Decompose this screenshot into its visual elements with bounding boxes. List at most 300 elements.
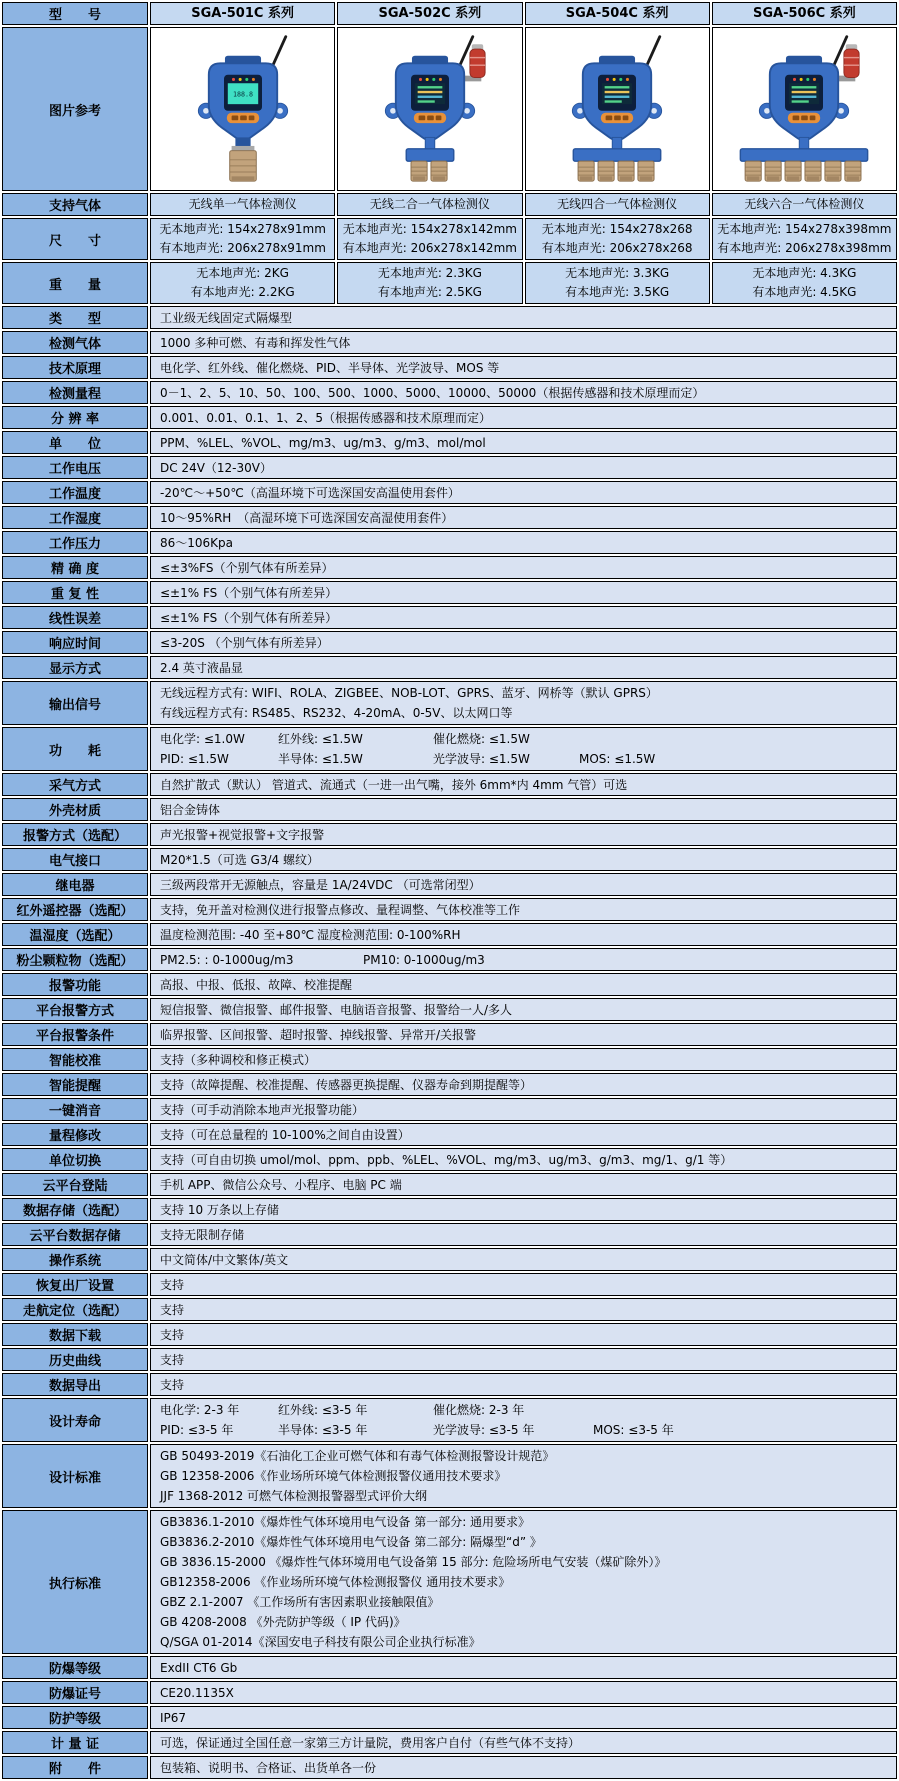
spec-table-body <box>2 2 897 1779</box>
spec-row <box>2 681 897 725</box>
value-segment: 铝合金铸体 <box>160 802 221 817</box>
value-line <box>160 852 890 868</box>
value-segment: 支持无限制存储 <box>160 1227 245 1242</box>
spec-row <box>2 727 897 771</box>
value-segment: MOS: ≤1.5W <box>579 752 656 766</box>
row-value <box>150 1073 897 1096</box>
value-segment: 无线远程方式有: WIFI、ROLA、ZIGBEE、NOB-LOT、GPRS、蓝牙、网桥等（默认 GPRS） <box>160 686 658 700</box>
value-line: 有本地声光: 3.5KG <box>565 285 670 299</box>
value-line <box>160 610 890 626</box>
value-segment: PID: ≤1.5W <box>160 752 229 766</box>
row-value <box>150 948 897 971</box>
value-segment: GB3836.1-2010《爆炸性气体环境用电气设备 第一部分: 通用要求》 <box>160 1515 531 1529</box>
svg-text:188.8: 188.8 <box>232 90 253 99</box>
value-segment: Q/SGA 01-2014《深国安电子科技有限公司企业执行标准》 <box>160 1635 481 1649</box>
row-label: 防护等级 <box>2 1706 148 1729</box>
value-line <box>160 1552 890 1572</box>
value-line <box>160 1027 890 1043</box>
value-line <box>160 1202 890 1218</box>
spec-row <box>2 1706 897 1729</box>
value-line <box>160 1632 890 1652</box>
row-value <box>150 431 897 454</box>
row-label: 报警方式（选配） <box>2 823 148 846</box>
value-line: 有本地声光: 206x278x268 <box>541 241 693 255</box>
value-line <box>160 1152 890 1168</box>
spec-row <box>2 1198 897 1221</box>
row-label: 温湿度（选配） <box>2 923 148 946</box>
value-line <box>160 510 890 526</box>
spec-row <box>2 848 897 871</box>
value-segment: 中文简体/中文繁体/英文 <box>160 1252 289 1267</box>
row-value <box>150 606 897 629</box>
row-value <box>150 1273 897 1296</box>
spec-row <box>2 1756 897 1779</box>
value-segment: DC 24V（12-30V） <box>160 460 272 475</box>
spec-row <box>2 1148 897 1171</box>
spec-row <box>2 1323 897 1346</box>
value-segment: ExdII CT6 Gb <box>160 1660 238 1675</box>
row-value <box>150 406 897 429</box>
value-line: 无本地声光: 154x278x91mm <box>159 222 326 236</box>
value-line <box>160 385 890 401</box>
row-label: 功 耗 <box>2 727 148 771</box>
value-segment: 高报、中报、低报、故障、校准提醒 <box>160 977 353 992</box>
row-label: 检测气体 <box>2 331 148 354</box>
grid-value <box>525 262 710 304</box>
row-value <box>150 306 897 329</box>
value-segment: IP67 <box>160 1710 187 1725</box>
spec-row <box>2 1510 897 1654</box>
row-label: 工作电压 <box>2 456 148 479</box>
row-label: 红外遥控器（选配） <box>2 898 148 921</box>
row-label: 报警功能 <box>2 973 148 996</box>
row-value <box>150 1373 897 1396</box>
value-segment: 声光报警+视觉报警+文字报警 <box>160 827 325 842</box>
row-label: 输出信号 <box>2 681 148 725</box>
value-line: 无本地声光: 2.3KG <box>377 266 482 280</box>
row-label: 走航定位（选配） <box>2 1298 148 1321</box>
spec-row <box>2 193 897 216</box>
spec-row <box>2 1444 897 1508</box>
grid-value <box>337 262 522 304</box>
value-line <box>160 360 890 376</box>
row-value <box>150 1681 897 1704</box>
value-segment: 0.001、0.01、0.1、1、2、5（根据传感器和技术原理而定） <box>160 410 492 425</box>
row-label: 响应时间 <box>2 631 148 654</box>
device-image-sga-506c <box>712 27 897 191</box>
row-label: 恢复出厂设置 <box>2 1273 148 1296</box>
value-segment: 工业级无线固定式隔爆型 <box>160 310 293 325</box>
value-line: 有本地声光: 2.5KG <box>377 285 482 299</box>
row-value <box>150 823 897 846</box>
spec-row <box>2 998 897 1021</box>
row-label: 精 确 度 <box>2 556 148 579</box>
value-line <box>160 1466 890 1486</box>
spec-row <box>2 1298 897 1321</box>
row-label: 检测量程 <box>2 381 148 404</box>
device-illustration <box>155 31 331 183</box>
value-segment: 催化燃烧: 2-3 年 <box>433 1403 525 1417</box>
spec-row <box>2 406 897 429</box>
value-line <box>160 310 890 326</box>
row-value <box>150 1098 897 1121</box>
spec-row <box>2 1348 897 1371</box>
row-value <box>150 1048 897 1071</box>
value-segment: GB 3836.15-2000 《爆炸性气体环境用电气设备第 15 部分: 危险场所电气安装（煤矿除外）》 <box>160 1555 667 1569</box>
row-label: 采气方式 <box>2 773 148 796</box>
device-illustration <box>716 31 892 183</box>
spec-row <box>2 356 897 379</box>
device-image-sga-502c <box>337 27 522 191</box>
value-segment: 三级两段常开无源触点，容量是 1A/24VDC （可选常闭型） <box>160 877 481 892</box>
spec-row <box>2 898 897 921</box>
value-segment: 支持 <box>160 1377 185 1392</box>
value-line: 有本地声光: 206x278x91mm <box>159 241 326 255</box>
row-label: 平台报警方式 <box>2 998 148 1021</box>
row-value <box>150 631 897 654</box>
value-line <box>160 1327 890 1343</box>
value-line <box>160 1532 890 1552</box>
spec-row <box>2 331 897 354</box>
spec-row <box>2 581 897 604</box>
value-segment: 支持（可手动消除本地声光报警功能） <box>160 1102 365 1117</box>
value-segment: 2.4 英寸液晶显 <box>160 660 243 675</box>
value-line <box>160 1052 890 1068</box>
row-label: 计 量 证 <box>2 1731 148 1754</box>
spec-row <box>2 631 897 654</box>
row-label: 继电器 <box>2 873 148 896</box>
spec-row <box>2 218 897 260</box>
row-label: 工作压力 <box>2 531 148 554</box>
value-line: 无本地声光: 2KG <box>196 266 289 280</box>
row-value <box>150 1656 897 1679</box>
value-line <box>160 1252 890 1268</box>
value-line <box>160 460 890 476</box>
device-image-sga-501c <box>150 27 335 191</box>
spec-row <box>2 431 897 454</box>
spec-row <box>2 1656 897 1679</box>
value-line <box>160 877 890 893</box>
row-value <box>150 1173 897 1196</box>
value-line: 无本地声光: 4.3KG <box>752 266 857 280</box>
row-value <box>150 681 897 725</box>
row-label: 智能校准 <box>2 1048 148 1071</box>
value-line <box>160 1446 890 1466</box>
spec-row <box>2 773 897 796</box>
row-label: 支持气体 <box>2 193 148 216</box>
row-label: 操作系统 <box>2 1248 148 1271</box>
row-label: 单位切换 <box>2 1148 148 1171</box>
value-line <box>160 635 890 651</box>
row-value <box>150 581 897 604</box>
value-line: 无线四合一气体检测仪 <box>557 197 678 211</box>
row-value <box>150 998 897 1021</box>
value-segment: 短信报警、微信报警、邮件报警、电脑语音报警、报警给一人/多人 <box>160 1002 513 1017</box>
value-line: 无线单一气体检测仪 <box>188 197 297 211</box>
value-line <box>160 410 890 426</box>
row-label: 工作温度 <box>2 481 148 504</box>
row-label: 线性误差 <box>2 606 148 629</box>
spec-row <box>2 1173 897 1196</box>
row-label: 工作湿度 <box>2 506 148 529</box>
spec-row <box>2 1373 897 1396</box>
row-value <box>150 1123 897 1146</box>
row-value <box>150 556 897 579</box>
spec-row <box>2 262 897 304</box>
row-label: 设计标准 <box>2 1444 148 1508</box>
value-line <box>160 1592 890 1612</box>
value-segment: GB 4208-2008 《外壳防护等级（ IP 代码)》 <box>160 1615 406 1629</box>
model-header-label: 型 号 <box>2 2 148 25</box>
row-label: 设计寿命 <box>2 1398 148 1442</box>
row-label: 附 件 <box>2 1756 148 1779</box>
model-header: SGA-501C 系列 <box>150 2 335 25</box>
row-label: 一键消音 <box>2 1098 148 1121</box>
spec-row <box>2 798 897 821</box>
value-line: 有本地声光: 2.2KG <box>190 285 295 299</box>
row-label: 图片参考 <box>2 27 148 191</box>
spec-row <box>2 1248 897 1271</box>
value-segment: 临界报警、区间报警、超时报警、掉线报警、异常开/关报警 <box>160 1027 477 1042</box>
value-segment: 包装箱、说明书、合格证、出货单各一份 <box>160 1760 377 1775</box>
grid-value <box>337 218 522 260</box>
grid-value <box>150 193 335 216</box>
row-label: 类 型 <box>2 306 148 329</box>
row-value <box>150 1348 897 1371</box>
value-line <box>160 1660 890 1676</box>
spec-row <box>2 381 897 404</box>
value-line <box>160 777 890 793</box>
spec-row <box>2 656 897 679</box>
value-segment: 支持（可自由切换 umol/mol、ppm、ppb、%LEL、%VOL、mg/m3、ug/m3、g/m3、mg/1、g/1 等） <box>160 1152 733 1167</box>
image-row <box>2 27 897 191</box>
spec-row <box>2 923 897 946</box>
value-line <box>160 1512 890 1532</box>
row-value <box>150 798 897 821</box>
value-segment: ≤±1% FS（个别气体有所差异） <box>160 610 338 625</box>
value-segment: 10～95%RH （高湿环境下可选深国安高湿使用套件） <box>160 510 454 525</box>
row-value <box>150 1706 897 1729</box>
value-segment: PID: ≤3-5 年 <box>160 1423 234 1437</box>
value-line <box>160 485 890 501</box>
row-label: 平台报警条件 <box>2 1023 148 1046</box>
value-line <box>160 729 890 749</box>
value-line <box>160 1400 890 1420</box>
value-line <box>160 802 890 818</box>
grid-value <box>150 262 335 304</box>
model-header: SGA-502C 系列 <box>337 2 522 25</box>
value-segment: GBZ 2.1-2007 《工作场所有害因素职业接触限值》 <box>160 1595 440 1609</box>
value-line <box>160 1102 890 1118</box>
spec-row <box>2 1731 897 1754</box>
value-line <box>160 683 890 703</box>
value-segment: 半导体: ≤1.5W <box>278 752 363 766</box>
value-segment: GB 50493-2019《石油化工企业可燃气体和有毒气体检测报警设计规范》 <box>160 1449 555 1463</box>
value-segment: 温度检测范围: -40 至+80℃ <box>160 927 315 942</box>
value-segment: 光学波导: ≤1.5W <box>433 752 530 766</box>
grid-value <box>712 262 897 304</box>
row-value <box>150 1444 897 1508</box>
value-segment: 有线远程方式有: RS485、RS232、4-20mA、0-5V、以太网口等 <box>160 706 513 720</box>
value-line <box>160 1760 890 1776</box>
model-header: SGA-506C 系列 <box>712 2 897 25</box>
value-segment: 光学波导: ≤3-5 年 <box>433 1423 535 1437</box>
spec-row <box>2 1098 897 1121</box>
row-label: 防爆证号 <box>2 1681 148 1704</box>
value-line <box>160 1612 890 1632</box>
row-label: 重 量 <box>2 262 148 304</box>
value-line <box>160 1177 890 1193</box>
row-value <box>150 773 897 796</box>
row-value <box>150 331 897 354</box>
spec-row <box>2 1073 897 1096</box>
value-segment: 支持 <box>160 1327 185 1342</box>
value-segment: PM2.5: : 0-1000ug/m3 <box>160 952 294 967</box>
value-line: 无本地声光: 3.3KG <box>565 266 670 280</box>
spec-row <box>2 948 897 971</box>
spec-row <box>2 556 897 579</box>
value-line <box>160 1486 890 1506</box>
value-line <box>160 585 890 601</box>
value-segment: 0－1、2、5、10、50、100、500、1000、5000、10000、50000（根据传感器和技术原理而定） <box>160 385 705 400</box>
value-line <box>160 1572 890 1592</box>
spec-row <box>2 973 897 996</box>
value-segment: 支持 <box>160 1352 185 1367</box>
row-value <box>150 898 897 921</box>
spec-row <box>2 606 897 629</box>
value-segment: GB3836.2-2010《爆炸性气体环境用电气设备 第二部分: 隔爆型“d” 》 <box>160 1535 542 1549</box>
value-segment: 手机 APP、微信公众号、小程序、电脑 PC 端 <box>160 1177 402 1192</box>
spec-row <box>2 1273 897 1296</box>
value-segment: 支持，免开盖对检测仪进行报警点修改、量程调整、气体校准等工作 <box>160 902 521 917</box>
value-line: 有本地声光: 206x278x142mm <box>342 241 517 255</box>
row-value <box>150 506 897 529</box>
value-line <box>160 827 890 843</box>
value-line: 有本地声光: 4.5KG <box>752 285 857 299</box>
spec-row <box>2 506 897 529</box>
row-label: 单 位 <box>2 431 148 454</box>
header-row <box>2 2 897 25</box>
value-line <box>160 1077 890 1093</box>
value-line <box>160 435 890 451</box>
value-segment: 电化学: 2-3 年 <box>160 1403 240 1417</box>
spec-row <box>2 1681 897 1704</box>
row-label: 防爆等级 <box>2 1656 148 1679</box>
value-segment: 支持 10 万条以上存储 <box>160 1202 279 1217</box>
row-value <box>150 481 897 504</box>
value-segment: ≤3-20S （个别气体有所差异） <box>160 635 329 650</box>
spec-row <box>2 1048 897 1071</box>
value-segment: ≤±1% FS（个别气体有所差异） <box>160 585 338 600</box>
value-line <box>160 1710 890 1726</box>
value-line <box>160 1352 890 1368</box>
value-line <box>160 1127 890 1143</box>
row-value <box>150 1198 897 1221</box>
row-label: 数据下载 <box>2 1323 148 1346</box>
value-segment: -20℃～+50℃（高温环境下可选深国安高温使用套件） <box>160 485 460 500</box>
value-line <box>160 335 890 351</box>
row-label: 重 复 性 <box>2 581 148 604</box>
value-line <box>160 535 890 551</box>
value-segment: GB 12358-2006《作业场所环境气体检测报警仪通用技术要求》 <box>160 1469 507 1483</box>
spec-row <box>2 1398 897 1442</box>
row-label: 云平台数据存储 <box>2 1223 148 1246</box>
row-value <box>150 1731 897 1754</box>
value-segment: PM10: 0-1000ug/m3 <box>363 952 485 967</box>
value-line <box>160 1227 890 1243</box>
grid-value <box>712 218 897 260</box>
value-segment: 红外线: ≤1.5W <box>278 732 363 746</box>
value-segment: 1000 多种可燃、有毒和挥发性气体 <box>160 335 351 350</box>
row-value <box>150 1510 897 1654</box>
device-illustration <box>342 31 518 183</box>
value-line: 无本地声光: 154x278x142mm <box>342 222 517 236</box>
row-label: 尺 寸 <box>2 218 148 260</box>
row-label: 数据导出 <box>2 1373 148 1396</box>
grid-value <box>712 193 897 216</box>
device-illustration <box>529 31 705 183</box>
grid-value <box>150 218 335 260</box>
row-value <box>150 1298 897 1321</box>
row-label: 智能提醒 <box>2 1073 148 1096</box>
row-value <box>150 381 897 404</box>
value-line <box>160 952 890 968</box>
value-line <box>160 1277 890 1293</box>
value-line <box>160 1685 890 1701</box>
spec-row <box>2 823 897 846</box>
value-segment: MOS: ≤3-5 年 <box>593 1423 674 1437</box>
value-line: 无线二合一气体检测仪 <box>369 197 490 211</box>
value-line <box>160 749 890 769</box>
value-line: 无线六合一气体检测仪 <box>744 197 865 211</box>
spec-row <box>2 1223 897 1246</box>
row-value <box>150 1398 897 1442</box>
grid-value <box>525 193 710 216</box>
value-line <box>160 560 890 576</box>
row-value <box>150 1756 897 1779</box>
spec-row <box>2 456 897 479</box>
row-label: 粉尘颗粒物（选配） <box>2 948 148 971</box>
value-segment: 支持（可在总量程的 10-100%之间自由设置） <box>160 1127 410 1142</box>
value-segment: GB12358-2006 《作业场所环境气体检测报警仪 通用技术要求》 <box>160 1575 511 1589</box>
row-value <box>150 456 897 479</box>
value-segment: 电化学: ≤1.0W <box>160 732 245 746</box>
value-segment: 湿度检测范围: 0-100%RH <box>317 927 461 942</box>
value-segment: 可选，保证通过全国任意一家第三方计量院，费用客户自付（有些气体不支持） <box>160 1735 581 1750</box>
grid-value <box>337 193 522 216</box>
value-segment: 红外线: ≤3-5 年 <box>278 1403 368 1417</box>
value-line <box>160 927 890 943</box>
row-label: 历史曲线 <box>2 1348 148 1371</box>
value-segment: 支持 <box>160 1277 185 1292</box>
value-segment: M20*1.5（可选 G3/4 螺纹） <box>160 852 319 867</box>
row-value <box>150 923 897 946</box>
row-label: 量程修改 <box>2 1123 148 1146</box>
spec-row <box>2 481 897 504</box>
row-value <box>150 656 897 679</box>
row-value <box>150 356 897 379</box>
value-line: 无本地声光: 154x278x268 <box>541 222 693 236</box>
row-value <box>150 1023 897 1046</box>
row-value <box>150 973 897 996</box>
value-line <box>160 1002 890 1018</box>
grid-value <box>525 218 710 260</box>
row-label: 电气接口 <box>2 848 148 871</box>
row-label: 技术原理 <box>2 356 148 379</box>
value-line <box>160 1735 890 1751</box>
row-value <box>150 727 897 771</box>
row-value <box>150 1223 897 1246</box>
